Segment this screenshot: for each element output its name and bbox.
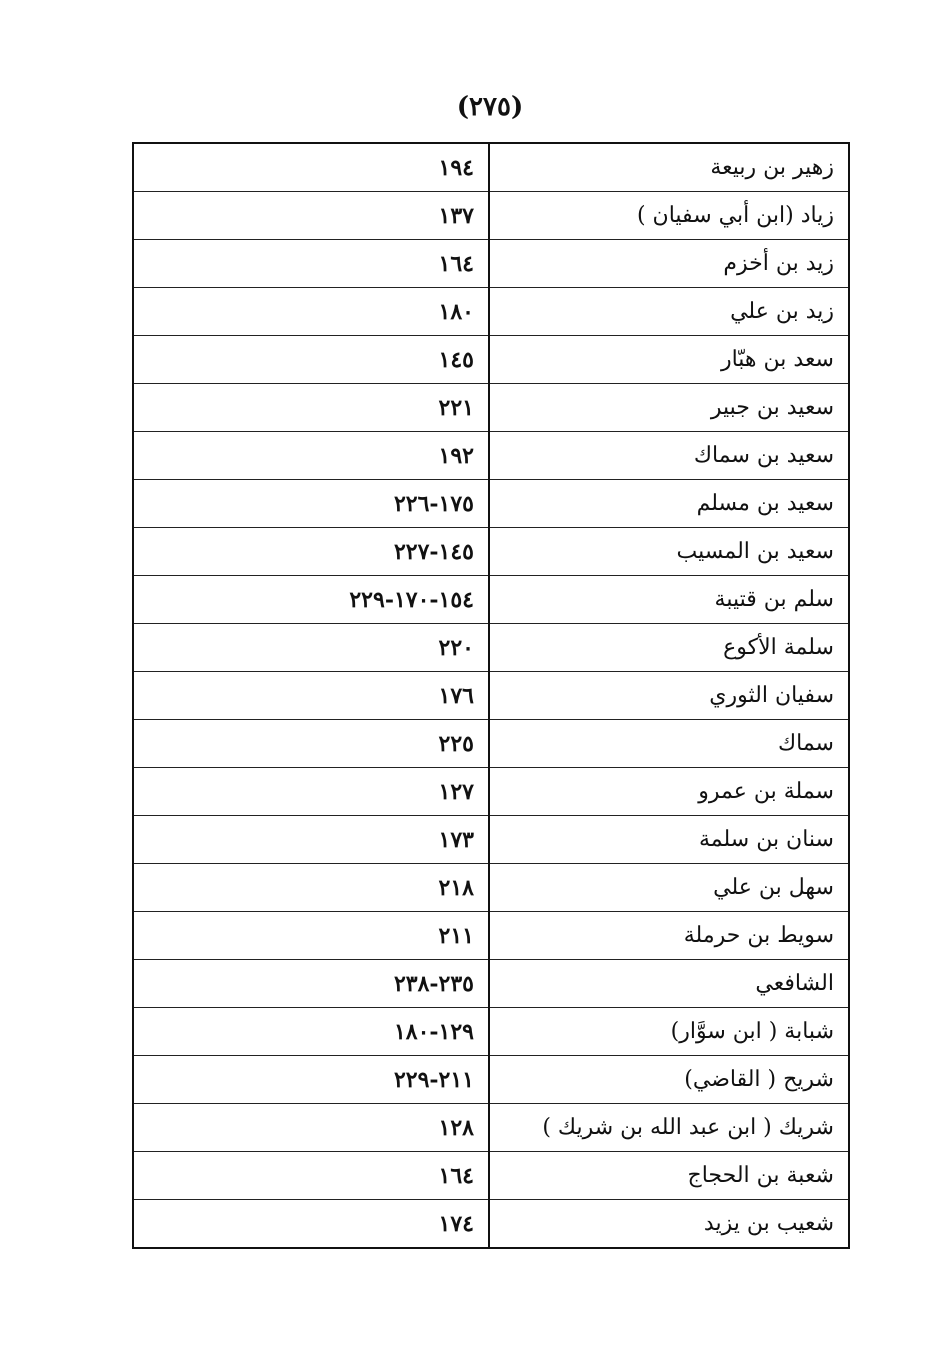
name-cell: شريك ( ابن عبد الله بن شريك ) [489, 1104, 849, 1152]
table-row [133, 624, 849, 672]
pages-cell: ٢٣٥-٢٣٨ [133, 960, 489, 1008]
pages-cell: ٢١١ [133, 912, 489, 960]
table-row [133, 768, 849, 816]
table-row [133, 143, 849, 192]
pages-cell: ٢٢١ [133, 384, 489, 432]
name-cell: زيد بن علي [489, 288, 849, 336]
name-cell: سعد بن هبّار [489, 336, 849, 384]
name-cell: شبابة ( ابن سوَّار) [489, 1008, 849, 1056]
table-row [133, 864, 849, 912]
page-number: (٢٧٥) [456, 92, 524, 122]
name-cell: الشافعي [489, 960, 849, 1008]
pages-cell: ١٩٢ [133, 432, 489, 480]
name-cell: زياد (ابن أبي سفيان ) [489, 192, 849, 240]
table-row [133, 432, 849, 480]
name-cell: سعيد بن سماك [489, 432, 849, 480]
pages-cell: ١٦٤ [133, 240, 489, 288]
table-row [133, 720, 849, 768]
name-cell: سماك [489, 720, 849, 768]
pages-cell: ١٢٧ [133, 768, 489, 816]
pages-cell: ٢٢٥ [133, 720, 489, 768]
pages-cell: ١٤٥-٢٢٧ [133, 528, 489, 576]
table-row [133, 816, 849, 864]
pages-cell: ١٤٥ [133, 336, 489, 384]
pages-cell: ٢١١-٢٢٩ [133, 1056, 489, 1104]
pages-cell: ٢١٨ [133, 864, 489, 912]
pages-cell: ٢٢٠ [133, 624, 489, 672]
pages-cell: ١٧٥-٢٢٦ [133, 480, 489, 528]
table-row [133, 240, 849, 288]
name-cell: سلمة الأكوع [489, 624, 849, 672]
pages-cell: ١٧٦ [133, 672, 489, 720]
table-row [133, 528, 849, 576]
name-cell: سهل بن علي [489, 864, 849, 912]
name-cell: سملة بن عمرو [489, 768, 849, 816]
table-row [133, 288, 849, 336]
name-cell: شريح ( القاضي) [489, 1056, 849, 1104]
pages-cell: ١٩٤ [133, 143, 489, 192]
pages-cell: ١٦٤ [133, 1152, 489, 1200]
name-cell: سفيان الثوري [489, 672, 849, 720]
name-cell: سعيد بن المسيب [489, 528, 849, 576]
name-cell: سويط بن حرملة [489, 912, 849, 960]
names-index-table [132, 142, 850, 1249]
table-row [133, 336, 849, 384]
table-row [133, 672, 849, 720]
table-row [133, 480, 849, 528]
table-row [133, 1200, 849, 1249]
name-cell: شعيب بن يزيد [489, 1200, 849, 1249]
pages-cell: ١٣٧ [133, 192, 489, 240]
name-cell: سنان بن سلمة [489, 816, 849, 864]
pages-cell: ١٢٩-١٨٠ [133, 1008, 489, 1056]
name-cell: سعيد بن مسلم [489, 480, 849, 528]
name-cell: سعيد بن جبير [489, 384, 849, 432]
pages-cell: ١٨٠ [133, 288, 489, 336]
pages-cell: ١٥٤-١٧٠-٢٢٩ [133, 576, 489, 624]
table-row [133, 192, 849, 240]
table-row [133, 1008, 849, 1056]
pages-cell: ١٢٨ [133, 1104, 489, 1152]
name-cell: زيد بن أخزم [489, 240, 849, 288]
table-row [133, 384, 849, 432]
table-row [133, 576, 849, 624]
table-row [133, 1104, 849, 1152]
name-cell: سلم بن قتيبة [489, 576, 849, 624]
table-row [133, 1152, 849, 1200]
name-cell: زهير بن ربيعة [489, 143, 849, 192]
table-row [133, 1056, 849, 1104]
table-row [133, 912, 849, 960]
table-row [133, 960, 849, 1008]
name-cell: شعبة بن الحجاج [489, 1152, 849, 1200]
pages-cell: ١٧٣ [133, 816, 489, 864]
pages-cell: ١٧٤ [133, 1200, 489, 1249]
